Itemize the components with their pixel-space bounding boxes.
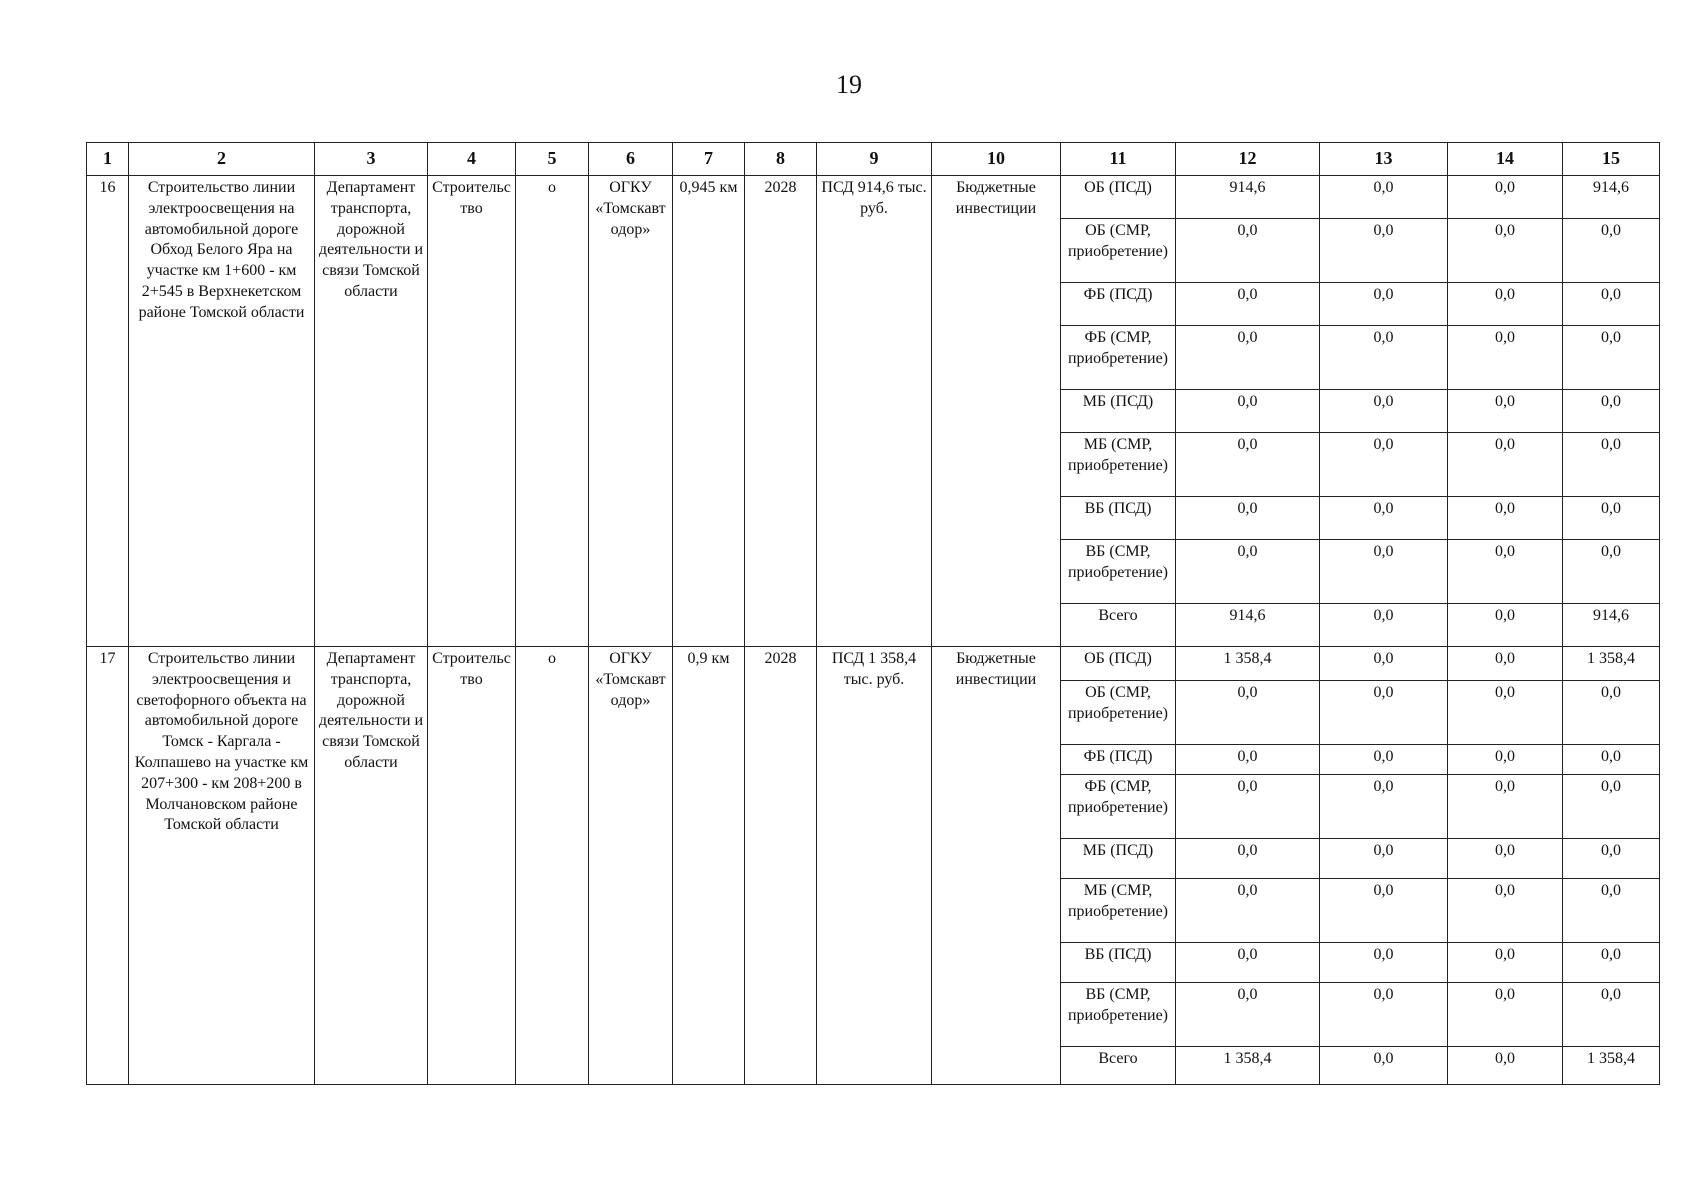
column-header: 6 [589, 143, 673, 176]
amount-cell: 0,0 [1448, 647, 1563, 681]
amount-cell: 0,0 [1448, 775, 1563, 839]
work-type: Строительство [428, 647, 516, 1085]
column-header: 2 [129, 143, 315, 176]
amount-cell: 0,0 [1563, 745, 1660, 775]
column-header: 14 [1448, 143, 1563, 176]
amount-cell: 0,0 [1448, 497, 1563, 540]
amount-cell: 0,0 [1563, 983, 1660, 1047]
department-name: Департамент транспорта, дорожной деятельности и связи Томской области [315, 176, 428, 647]
amount-cell: 0,0 [1320, 983, 1448, 1047]
funding-source: ВБ (ПСД) [1061, 943, 1176, 983]
amount-cell: 1 358,4 [1563, 1047, 1660, 1085]
amount-cell: 0,0 [1320, 681, 1448, 745]
amount-cell: 0,0 [1448, 745, 1563, 775]
amount-cell: 0,0 [1320, 540, 1448, 604]
amount-cell: 0,0 [1176, 681, 1320, 745]
amount-cell: 0,0 [1448, 283, 1563, 326]
amount-cell: 914,6 [1563, 176, 1660, 219]
amount-cell: 0,0 [1448, 839, 1563, 879]
funding-source: МБ (СМР, приобретение) [1061, 433, 1176, 497]
amount-cell: 0,0 [1448, 983, 1563, 1047]
column-header: 12 [1176, 143, 1320, 176]
amount-cell: 0,0 [1448, 390, 1563, 433]
investment-table [86, 142, 1660, 1085]
object-length: 0,9 км [673, 647, 745, 1085]
amount-cell: 0,0 [1320, 775, 1448, 839]
amount-cell: 0,0 [1563, 540, 1660, 604]
amount-cell: 0,0 [1448, 681, 1563, 745]
object-name: Строительство линии электроосвещения на автомобильной дороге Обход Белого Яра на участке км 1+600 - км 2+545 в Верхнекетском районе Томской области [129, 176, 315, 647]
amount-cell: 0,0 [1448, 1047, 1563, 1085]
amount-cell: 0,0 [1563, 681, 1660, 745]
year-value: 2028 [745, 647, 817, 1085]
amount-cell: 0,0 [1176, 219, 1320, 283]
funding-source: МБ (СМР, приобретение) [1061, 879, 1176, 943]
amount-cell: 0,0 [1320, 604, 1448, 647]
funding-source: МБ (ПСД) [1061, 390, 1176, 433]
funding-source: ФБ (ПСД) [1061, 745, 1176, 775]
column-header: 9 [817, 143, 932, 176]
column-header: 7 [673, 143, 745, 176]
amount-cell: 0,0 [1448, 943, 1563, 983]
amount-cell: 0,0 [1563, 219, 1660, 283]
row-number: 16 [87, 176, 129, 647]
column-header: 4 [428, 143, 516, 176]
amount-cell: 0,0 [1176, 745, 1320, 775]
amount-cell: 0,0 [1320, 943, 1448, 983]
amount-cell: 0,0 [1563, 497, 1660, 540]
column-header: 1 [87, 143, 129, 176]
customer-name: ОГКУ «Томскавтодор» [589, 647, 673, 1085]
amount-cell: 0,0 [1320, 326, 1448, 390]
work-type: Строительство [428, 176, 516, 647]
amount-cell: 0,0 [1320, 390, 1448, 433]
funding-source: ФБ (ПСД) [1061, 283, 1176, 326]
column-5-value: о [516, 647, 589, 1085]
page-number: 19 [836, 70, 862, 99]
amount-cell: 0,0 [1563, 879, 1660, 943]
amount-cell: 0,0 [1320, 176, 1448, 219]
funding-source: ВБ (СМР, приобретение) [1061, 983, 1176, 1047]
amount-cell: 0,0 [1176, 983, 1320, 1047]
table-row [87, 176, 1660, 219]
funding-source: ОБ (СМР, приобретение) [1061, 681, 1176, 745]
column-header: 3 [315, 143, 428, 176]
amount-cell: 0,0 [1320, 745, 1448, 775]
amount-cell: 0,0 [1563, 775, 1660, 839]
amount-cell: 0,0 [1563, 390, 1660, 433]
amount-cell: 0,0 [1176, 775, 1320, 839]
amount-cell: 0,0 [1176, 497, 1320, 540]
amount-cell: 0,0 [1563, 433, 1660, 497]
cost-value: ПСД 1 358,4 тыс. руб. [817, 647, 932, 1085]
department-name: Департамент транспорта, дорожной деятельности и связи Томской области [315, 647, 428, 1085]
amount-cell: 0,0 [1176, 433, 1320, 497]
amount-cell: 1 358,4 [1176, 1047, 1320, 1085]
funding-source: ФБ (СМР, приобретение) [1061, 326, 1176, 390]
row-number: 17 [87, 647, 129, 1085]
column-5-value: о [516, 176, 589, 647]
amount-cell: 914,6 [1563, 604, 1660, 647]
column-header: 11 [1061, 143, 1176, 176]
customer-name: ОГКУ «Томскавтодор» [589, 176, 673, 647]
amount-cell: 0,0 [1563, 839, 1660, 879]
funding-source: Всего [1061, 1047, 1176, 1085]
amount-cell: 914,6 [1176, 176, 1320, 219]
amount-cell: 0,0 [1320, 433, 1448, 497]
amount-cell: 0,0 [1320, 1047, 1448, 1085]
amount-cell: 0,0 [1320, 219, 1448, 283]
amount-cell: 0,0 [1176, 540, 1320, 604]
column-header: 15 [1563, 143, 1660, 176]
amount-cell: 0,0 [1176, 943, 1320, 983]
column-header: 5 [516, 143, 589, 176]
investment-type: Бюджетные инвестиции [932, 176, 1061, 647]
amount-cell: 0,0 [1320, 497, 1448, 540]
funding-source: МБ (ПСД) [1061, 839, 1176, 879]
amount-cell: 914,6 [1176, 604, 1320, 647]
amount-cell: 0,0 [1448, 879, 1563, 943]
amount-cell: 0,0 [1176, 283, 1320, 326]
column-header: 8 [745, 143, 817, 176]
amount-cell: 0,0 [1320, 879, 1448, 943]
funding-source: ОБ (СМР, приобретение) [1061, 219, 1176, 283]
amount-cell: 0,0 [1176, 326, 1320, 390]
column-header: 13 [1320, 143, 1448, 176]
amount-cell: 0,0 [1320, 839, 1448, 879]
amount-cell: 0,0 [1448, 219, 1563, 283]
amount-cell: 0,0 [1448, 433, 1563, 497]
amount-cell: 1 358,4 [1563, 647, 1660, 681]
cost-value: ПСД 914,6 тыс. руб. [817, 176, 932, 647]
amount-cell: 0,0 [1320, 647, 1448, 681]
amount-cell: 0,0 [1448, 326, 1563, 390]
year-value: 2028 [745, 176, 817, 647]
amount-cell: 0,0 [1563, 283, 1660, 326]
investment-type: Бюджетные инвестиции [932, 647, 1061, 1085]
amount-cell: 0,0 [1448, 604, 1563, 647]
object-name: Строительство линии электроосвещения и светофорного объекта на автомобильной дороге Томск - Каргала - Колпашево на участке км 207+300 - км 208+200 в Молчановском районе Томской области [129, 647, 315, 1085]
funding-source: ФБ (СМР, приобретение) [1061, 775, 1176, 839]
amount-cell: 0,0 [1448, 540, 1563, 604]
funding-source: ВБ (ПСД) [1061, 497, 1176, 540]
amount-cell: 0,0 [1563, 943, 1660, 983]
amount-cell: 0,0 [1176, 390, 1320, 433]
funding-source: Всего [1061, 604, 1176, 647]
funding-source: ОБ (ПСД) [1061, 647, 1176, 681]
object-length: 0,945 км [673, 176, 745, 647]
header-row [87, 143, 1660, 176]
funding-source: ОБ (ПСД) [1061, 176, 1176, 219]
funding-source: ВБ (СМР, приобретение) [1061, 540, 1176, 604]
amount-cell: 0,0 [1320, 283, 1448, 326]
amount-cell: 0,0 [1176, 879, 1320, 943]
amount-cell: 0,0 [1176, 839, 1320, 879]
amount-cell: 0,0 [1448, 176, 1563, 219]
amount-cell: 0,0 [1563, 326, 1660, 390]
table-row [87, 647, 1660, 681]
amount-cell: 1 358,4 [1176, 647, 1320, 681]
column-header: 10 [932, 143, 1061, 176]
